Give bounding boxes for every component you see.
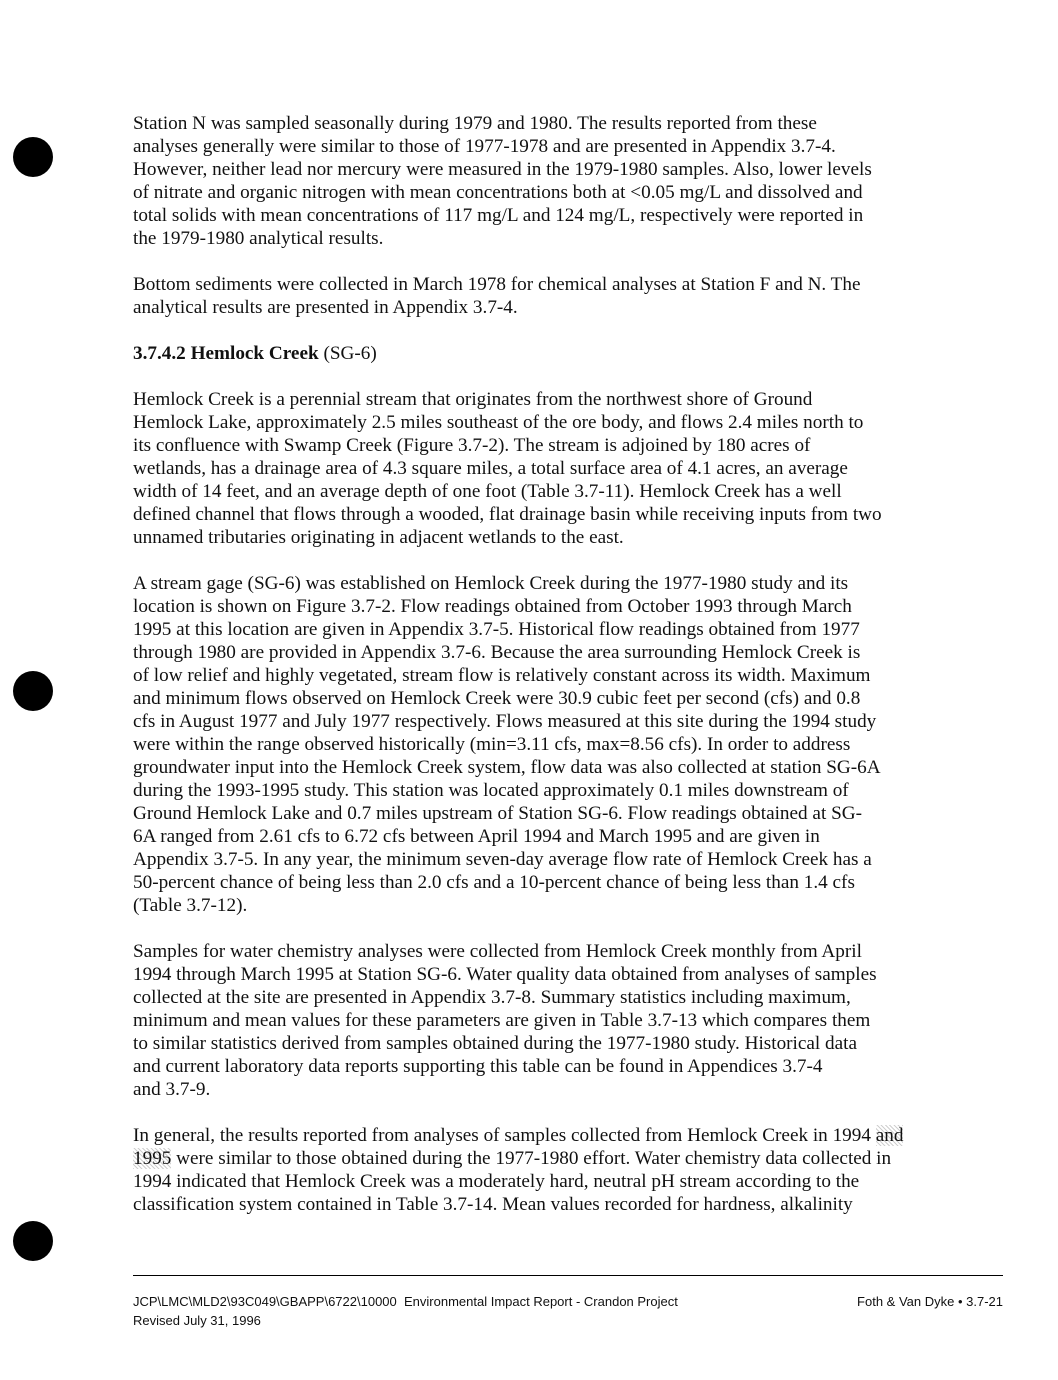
footer-company-page-number: Foth & Van Dyke • 3.7-21 (857, 1294, 1003, 1309)
paragraph-general-results (133, 1124, 1005, 1216)
text-line: 6A ranged from 2.61 cfs to 6.72 cfs between April 1994 and March 1995 and are given in (133, 826, 820, 847)
text-line: However, neither lead nor mercury were measured in the 1979-1980 samples. Also, lower levels (133, 159, 872, 180)
text-line: Samples for water chemistry analyses were collected from Hemlock Creek monthly from April (133, 941, 862, 962)
revision-shading: and (875, 1125, 904, 1146)
section-title: Hemlock Creek (190, 343, 319, 364)
text-line: 1995 at this location are given in Appendix 3.7-5. Historical flow readings obtained from 1977 (133, 619, 860, 640)
paragraph-bottom-sediments (133, 273, 1005, 319)
text-line: and 3.7-9. (133, 1079, 211, 1100)
text-line: 50-percent chance of being less than 2.0 cfs and a 10-percent chance of being less than 1.4 cfs (133, 872, 855, 893)
text-line: width of 14 feet, and an average depth of one foot (Table 3.7-11). Hemlock Creek has a well (133, 481, 842, 502)
text-line: analyses generally were similar to those of 1977-1978 and are presented in Appendix 3.7-4. (133, 136, 836, 157)
text-line: (Table 3.7-12). (133, 895, 248, 916)
text-line: through 1980 are provided in Appendix 3.7-6. Because the area surrounding Hemlock Creek is (133, 642, 861, 663)
text-line: its confluence with Swamp Creek (Figure 3.7-2). The stream is adjoined by 180 acres of (133, 435, 811, 456)
footer-row-1 (133, 1292, 1003, 1311)
text-line: wetlands, has a drainage area of 4.3 square miles, a total surface area of 4.1 acres, an average (133, 458, 848, 479)
footer-file-path: JCP\LMC\MLD2\93C049\GBAPP\6722\10000 (133, 1294, 397, 1309)
text-line: total solids with mean concentrations of 117 mg/L and 124 mg/L, respectively were reported in (133, 205, 864, 226)
text-run: In general, the results reported from analyses of samples collected from Hemlock Creek in 1994 (133, 1125, 876, 1146)
text-run: were similar to those obtained during the 1977-1980 effort. Water chemistry data collected in (171, 1148, 892, 1169)
text-line: of nitrate and organic nitrogen with mean concentrations both at <0.05 mg/L and dissolved and (133, 182, 863, 203)
text-line: collected at the site are presented in Appendix 3.7-8. Summary statistics including maximum, (133, 987, 851, 1008)
footer-path-and-title (133, 1292, 678, 1311)
footer-divider (133, 1275, 1003, 1276)
text-line: cfs in August 1977 and July 1977 respectively. Flows measured at this site during the 1994 study (133, 711, 877, 732)
paragraph-water-chemistry-samples (133, 940, 1005, 1101)
text-line: Bottom sediments were collected in March 1978 for chemical analyses at Station F and N. The (133, 274, 861, 295)
footer-report-title: Environmental Impact Report - Crandon Project (404, 1294, 678, 1309)
page-body (133, 112, 1005, 1216)
text-line: Appendix 3.7-5. In any year, the minimum seven-day average flow rate of Hemlock Creek has a (133, 849, 872, 870)
text-line: A stream gage (SG-6) was established on Hemlock Creek during the 1977-1980 study and its (133, 573, 849, 594)
text-line: Hemlock Creek is a perennial stream that originates from the northwest shore of Ground (133, 389, 813, 410)
section-heading (133, 342, 1005, 365)
text-line: and current laboratory data reports supporting this table can be found in Appendices 3.7-4 (133, 1056, 823, 1077)
text-line: Hemlock Lake, approximately 2.5 miles southeast of the ore body, and flows 2.4 miles north to (133, 412, 864, 433)
text-line: location is shown on Figure 3.7-2. Flow readings obtained from October 1993 through March (133, 596, 852, 617)
text-line: to similar statistics derived from samples obtained during the 1977-1980 study. Historical data (133, 1033, 858, 1054)
text-line: 1994 indicated that Hemlock Creek was a moderately hard, neutral pH stream according to the (133, 1171, 860, 1192)
section-number: 3.7.4.2 (133, 343, 186, 364)
binder-hole-bottom (13, 1221, 53, 1261)
text-line: Station N was sampled seasonally during 1979 and 1980. The results reported from these (133, 113, 817, 134)
section-station-code: (SG-6) (323, 343, 377, 364)
text-line: were within the range observed historically (min=3.11 cfs, max=8.56 cfs). In order to address (133, 734, 851, 755)
paragraph-stream-gage (133, 572, 1005, 917)
text-line: unnamed tributaries originating in adjacent wetlands to the east. (133, 527, 624, 548)
text-line: of low relief and highly vegetated, stream flow is relatively constant across its width. Maximum (133, 665, 871, 686)
revision-shading: 1995 (133, 1148, 172, 1169)
text-line (133, 1147, 1005, 1170)
footer-row-2 (133, 1311, 1003, 1330)
binder-hole-top (13, 137, 53, 177)
text-line: classification system contained in Table 3.7-14. Mean values recorded for hardness, alkalinity (133, 1194, 853, 1215)
text-line: analytical results are presented in Appendix 3.7-4. (133, 297, 518, 318)
text-line: during the 1993-1995 study. This station was located approximately 0.1 miles downstream of (133, 780, 849, 801)
text-line: the 1979-1980 analytical results. (133, 228, 384, 249)
text-line (133, 1124, 1005, 1147)
page-footer (133, 1292, 1003, 1330)
text-line: and minimum flows observed on Hemlock Creek were 30.9 cubic feet per second (cfs) and 0.8 (133, 688, 861, 709)
text-line: defined channel that flows through a wooded, flat drainage basin while receiving inputs from two (133, 504, 882, 525)
text-line: Ground Hemlock Lake and 0.7 miles upstream of Station SG-6. Flow readings obtained at SG- (133, 803, 862, 824)
text-line: 1994 through March 1995 at Station SG-6. Water quality data obtained from analyses of samples (133, 964, 877, 985)
text-line: groundwater input into the Hemlock Creek system, flow data was also collected at station SG-6A (133, 757, 881, 778)
footer-revised-date: Revised July 31, 1996 (133, 1313, 261, 1328)
text-line: minimum and mean values for these parameters are given in Table 3.7-13 which compares them (133, 1010, 871, 1031)
paragraph-station-n (133, 112, 1005, 250)
binder-hole-middle (13, 671, 53, 711)
paragraph-hemlock-description (133, 388, 1005, 549)
